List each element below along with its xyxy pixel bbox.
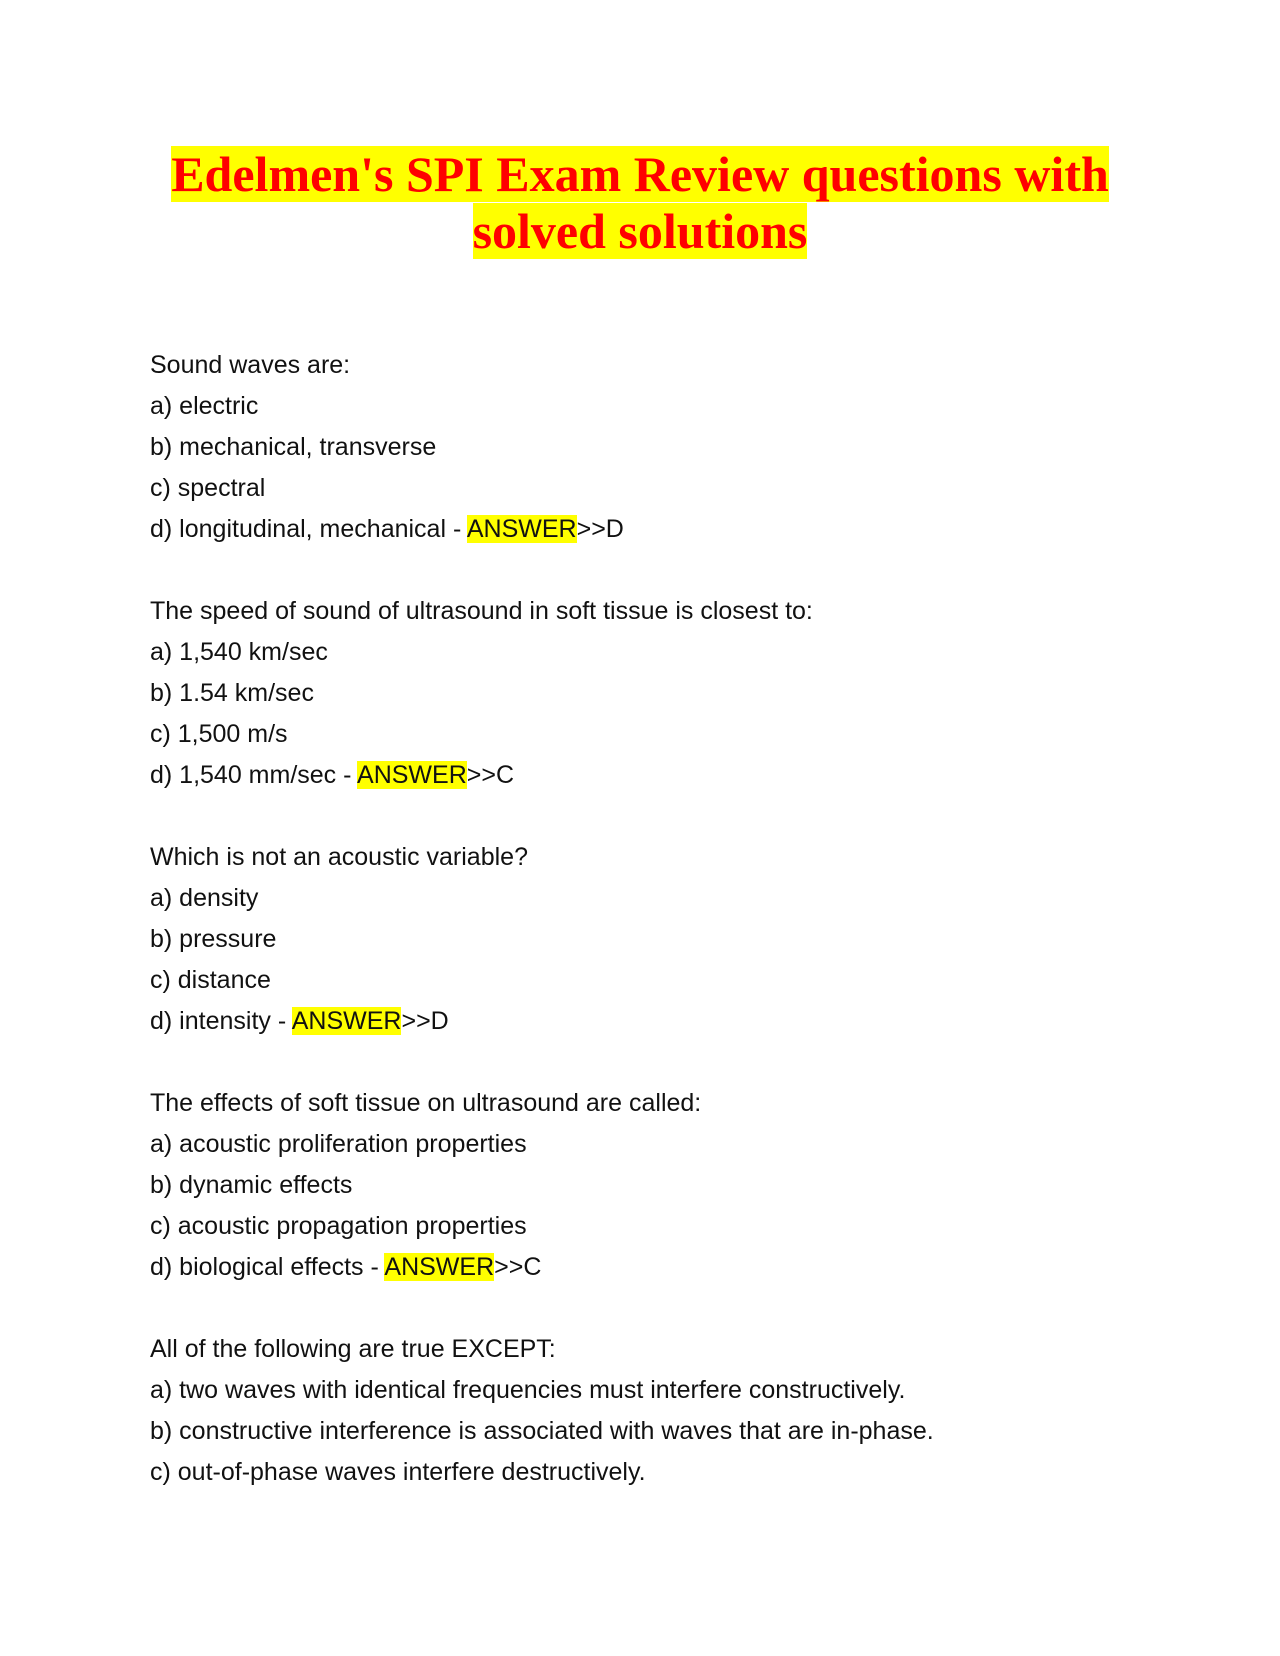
answer-label: ANSWER: [291, 1007, 402, 1035]
question-block: [150, 345, 1150, 550]
title-line-1: Edelmen's SPI Exam Review questions with: [171, 146, 1109, 202]
option-d-with-answer: [150, 509, 1150, 550]
question-block: [150, 1083, 1150, 1288]
option-d: d) biological effects -: [150, 1253, 385, 1281]
option-d-with-answer: [150, 1001, 1150, 1042]
option-d: d) longitudinal, mechanical -: [150, 515, 467, 543]
answer-value: >>C: [466, 761, 515, 789]
option-d-with-answer: [150, 1247, 1150, 1288]
title-line-2: solved solutions: [472, 203, 808, 259]
option-b: b) 1.54 km/sec: [150, 679, 314, 707]
question-list: [150, 345, 1150, 1534]
page-title: [100, 146, 1180, 260]
answer-label: ANSWER: [357, 761, 467, 789]
option-d: d) 1,540 mm/sec -: [150, 761, 358, 789]
question-block: [150, 837, 1150, 1042]
option-b: b) dynamic effects: [150, 1171, 353, 1199]
answer-value: >>D: [401, 1007, 449, 1035]
option-b: b) constructive interference is associated with waves that are in-phase.: [150, 1417, 934, 1445]
question-prompt: All of the following are true EXCEPT:: [150, 1335, 556, 1363]
option-c: c) 1,500 m/s: [150, 720, 288, 748]
option-a: a) acoustic proliferation properties: [150, 1130, 527, 1158]
question-prompt: Sound waves are:: [150, 351, 351, 379]
option-b: b) pressure: [150, 925, 277, 953]
option-c: c) out-of-phase waves interfere destructively.: [150, 1458, 646, 1486]
question-prompt: The speed of sound of ultrasound in soft tissue is closest to:: [150, 597, 813, 625]
question-prompt: Which is not an acoustic variable?: [150, 843, 528, 871]
question-block: [150, 591, 1150, 796]
option-a: a) electric: [150, 392, 259, 420]
answer-value: >>D: [576, 515, 624, 543]
option-c: c) spectral: [150, 474, 266, 502]
question-block: [150, 1329, 1150, 1493]
option-a: a) density: [150, 884, 259, 912]
question-prompt: The effects of soft tissue on ultrasound are called:: [150, 1089, 702, 1117]
option-d-with-answer: [150, 755, 1150, 796]
option-c: c) distance: [150, 966, 271, 994]
option-c: c) acoustic propagation properties: [150, 1212, 527, 1240]
answer-label: ANSWER: [466, 515, 577, 543]
answer-label: ANSWER: [384, 1253, 495, 1281]
option-b: b) mechanical, transverse: [150, 433, 437, 461]
option-a: a) two waves with identical frequencies must interfere constructively.: [150, 1376, 906, 1404]
option-a: a) 1,540 km/sec: [150, 638, 328, 666]
answer-value: >>C: [494, 1253, 542, 1281]
option-d: d) intensity -: [150, 1007, 292, 1035]
